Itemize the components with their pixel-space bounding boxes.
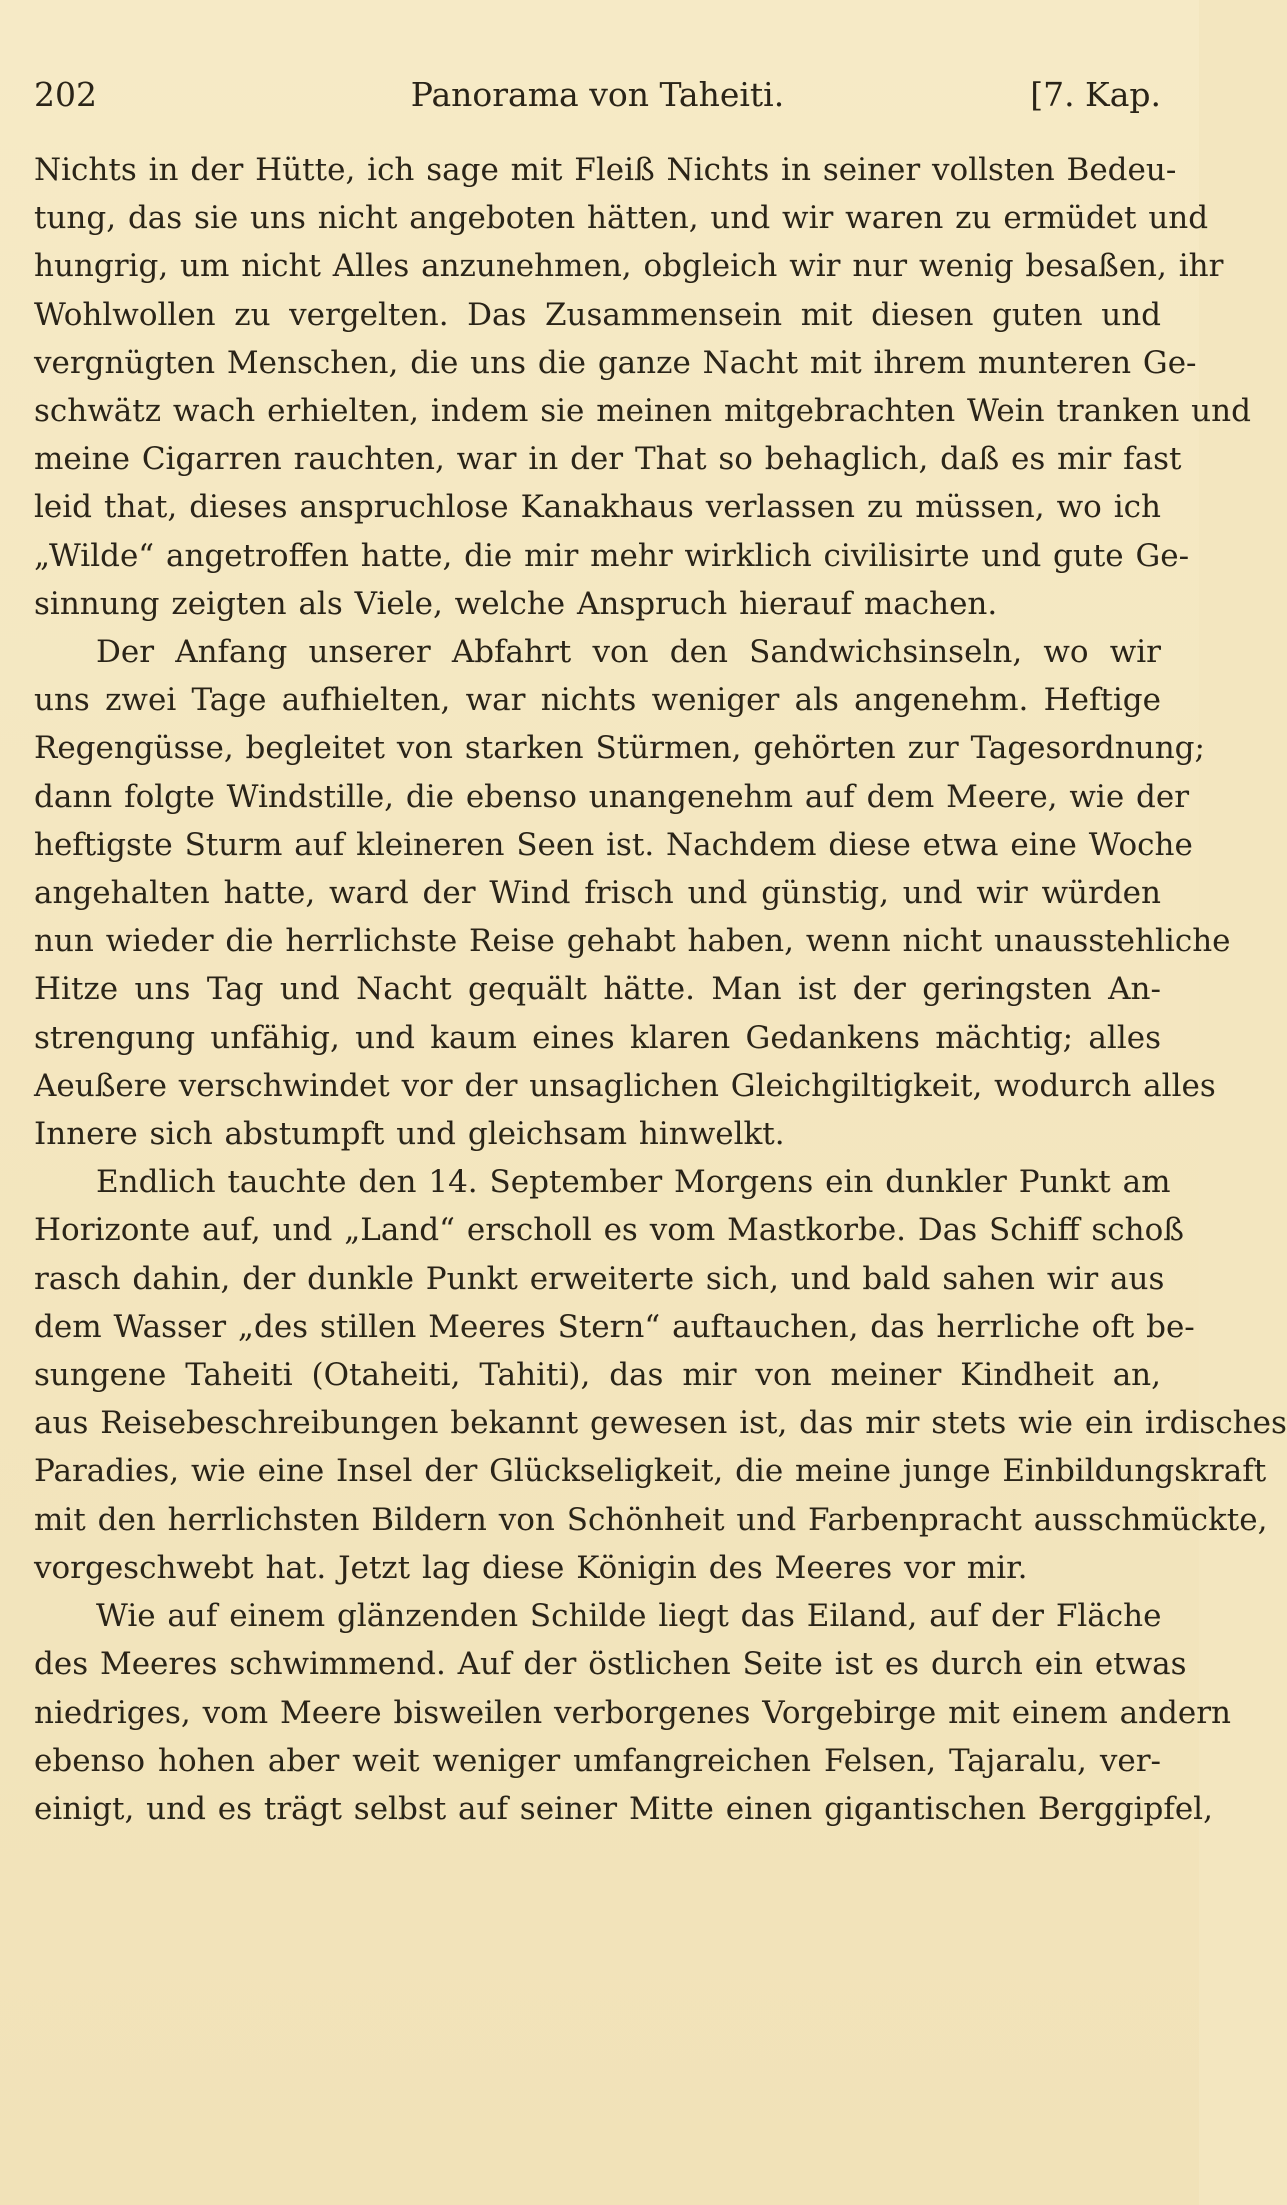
text-line: dem Wasser „des stillen Meeres Stern“ auftauchen, das herrliche oft be- (34, 1308, 1195, 1345)
text-line: angehalten hatte, ward der Wind frisch und günstig, und wir würden (34, 875, 1161, 912)
text-line: nun wieder die herrlichste Reise gehabt haben, wenn nicht unausstehliche (34, 923, 1231, 960)
text-line: uns zwei Tage aufhielten, war nichts weniger als angenehm. Heftige (34, 682, 1161, 719)
text-line: Aeußere verschwindet vor der unsaglichen Gleichgiltigkeit, wodurch alles (34, 1067, 1216, 1104)
text-line: Nichts in der Hütte, ich sage mit Fleiß Nichts in seiner vollsten Bedeu- (34, 152, 1177, 188)
text-line: sungene Taheiti (Otaheiti, Tahiti), das mir von meiner Kindheit an, (34, 1357, 1161, 1394)
text-line: Horizonte auf, und „Land“ erscholl es vom Mastkorbe. Das Schiff schoß (34, 1212, 1184, 1249)
text-line: „Wilde“ angetroffen hatte, die mir mehr wirklich civilisirte und gute Ge- (34, 537, 1190, 574)
paragraph-first-line: Endlich tauchte den 14. September Morgens ein dunkler Punkt am (96, 1164, 1171, 1201)
text-line: aus Reisebeschreibungen bekannt gewesen ist, das mir stets wie ein irdisches (34, 1405, 1287, 1442)
text-line: leid that, dieses anspruchlose Kanakhaus verlassen zu müssen, wo ich (34, 489, 1161, 526)
text-line: rasch dahin, der dunkle Punkt erweiterte sich, und bald sahen wir aus (34, 1260, 1165, 1297)
text-line: schwätz wach erhielten, indem sie meinen mitgebrachten Wein tranken und (34, 393, 1251, 430)
chapter-reference: [7. Kap. (1030, 75, 1161, 114)
text-line: Wohlwollen zu vergelten. Das Zusammensein mit diesen guten und (34, 296, 1161, 333)
text-line: tung, das sie uns nicht angeboten hätten, und wir waren zu ermüdet und (34, 200, 1209, 237)
text-line: sinnung zeigten als Viele, welche Anspruch hierauf machen. (34, 585, 998, 622)
text-line: meine Cigarren rauchten, war in der That so behaglich, daß es mir fast (34, 441, 1182, 478)
page-number: 202 (34, 75, 97, 114)
text-line: einigt, und es trägt selbst auf seiner Mitte einen gigantischen Berggipfel, (34, 1790, 1213, 1827)
text-line: dann folgte Windstille, die ebenso unangenehm auf dem Meere, wie der (34, 778, 1190, 815)
paragraph-first-line: Wie auf einem glänzenden Schilde liegt das Eiland, auf der Fläche (96, 1598, 1162, 1635)
running-head (34, 70, 1161, 120)
text-line: Paradies, wie eine Insel der Glückseligkeit, die meine junge Einbildungskraft (34, 1453, 1267, 1490)
text-line: Hitze uns Tag und Nacht gequält hätte. Man ist der geringsten An- (34, 971, 1161, 1008)
text-line: niedriges, vom Meere bisweilen verborgenes Vorgebirge mit einem andern (34, 1694, 1231, 1731)
text-line: Regengüsse, begleitet von starken Stürmen, gehörten zur Tagesordnung; (34, 730, 1205, 767)
text-line: vorgeschwebt hat. Jetzt lag diese Königin des Meeres vor mir. (34, 1549, 1028, 1586)
text-line: ebenso hohen aber weit weniger umfangreichen Felsen, Tajaralu, ver- (34, 1742, 1161, 1779)
text-line: heftigste Sturm auf kleineren Seen ist. Nachdem diese etwa eine Woche (34, 826, 1193, 863)
text-line: strengung unfähig, und kaum eines klaren Gedankens mächtig; alles (34, 1019, 1161, 1056)
text-line: des Meeres schwimmend. Auf der östlichen Seite ist es durch ein etwas (34, 1646, 1187, 1683)
body-text (34, 146, 1287, 1833)
text-line: mit den herrlichsten Bildern von Schönheit und Farbenpracht ausschmückte, (34, 1501, 1268, 1538)
text-line: vergnügten Menschen, die uns die ganze Nacht mit ihrem munteren Ge- (34, 344, 1197, 381)
running-title: Panorama von Taheiti. (410, 75, 785, 114)
paragraph-first-line: Der Anfang unserer Abfahrt von den Sandwichsinseln, wo wir (96, 634, 1161, 671)
text-line: Innere sich abstumpft und gleichsam hinwelkt. (34, 1116, 785, 1153)
text-line: hungrig, um nicht Alles anzunehmen, obgleich wir nur wenig besaßen, ihr (34, 248, 1224, 285)
